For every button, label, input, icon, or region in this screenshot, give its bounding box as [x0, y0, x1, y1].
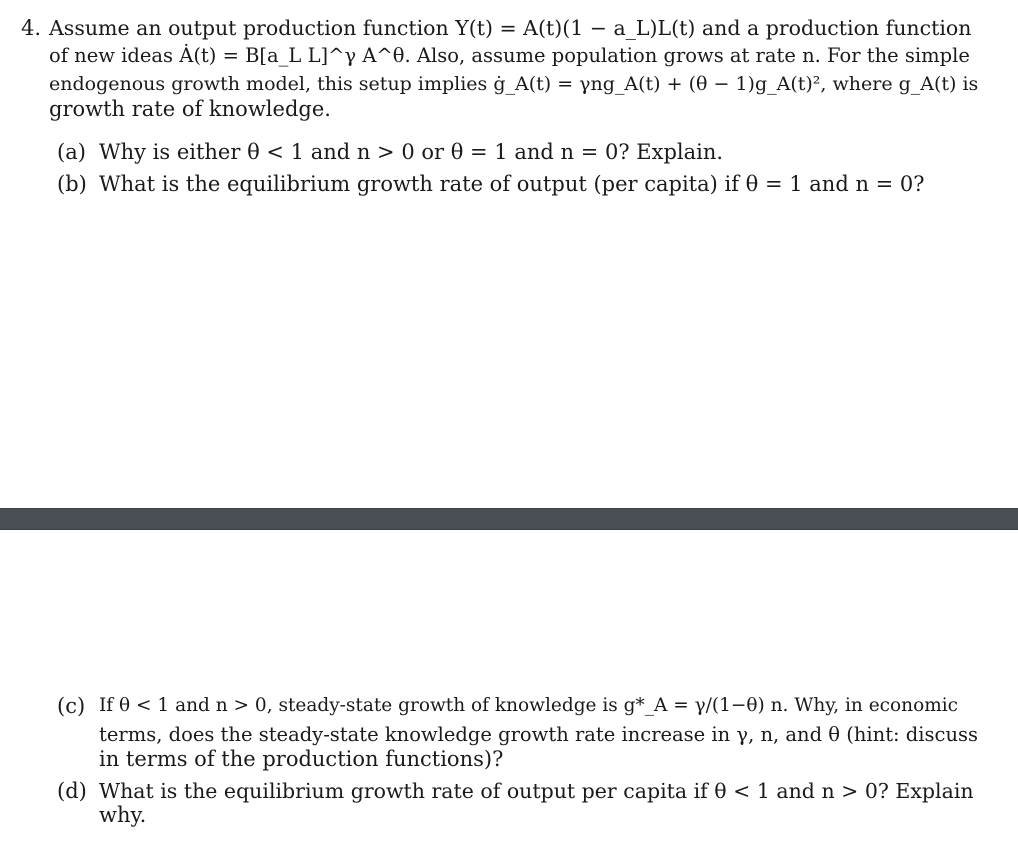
part-d-label: (d) — [57, 779, 87, 803]
question-line-3: endogenous growth model, this setup implies ġ_A(t) = γng_A(t) + (θ − 1)g_A(t)², where g_A(t) is — [49, 73, 979, 95]
question-line-2: of new ideas Ȧ(t) = B[a_L L]^γ A^θ. Also, assume population grows at rate n. For the simple — [49, 44, 970, 67]
page-divider — [0, 508, 1018, 530]
part-a-label: (a) — [57, 140, 86, 164]
question-number: 4. — [21, 16, 42, 40]
part-a-text: Why is either θ < 1 and n > 0 or θ = 1 and n = 0? Explain. — [99, 140, 724, 164]
part-c-line-3: in terms of the production functions)? — [99, 747, 504, 771]
part-c-line-2: terms, does the steady-state knowledge growth rate increase in γ, n, and θ (hint: discuss — [99, 723, 979, 746]
part-d-line-2: why. — [99, 803, 147, 827]
part-c-label: (c) — [57, 694, 86, 718]
page-bottom — [0, 530, 1018, 843]
part-c-line-1: If θ < 1 and n > 0, steady-state growth of knowledge is g*_A = γ/(1−θ) n. Why, in economic — [99, 695, 959, 716]
question-line-4: growth rate of knowledge. — [49, 97, 331, 121]
part-b-text: What is the equilibrium growth rate of output (per capita) if θ = 1 and n = 0? — [99, 172, 925, 196]
part-b-label: (b) — [57, 172, 87, 196]
question-line-1: Assume an output production function Y(t) = A(t)(1 − a_L)L(t) and a production function — [49, 16, 972, 40]
part-d-line-1: What is the equilibrium growth rate of output per capita if θ < 1 and n > 0? Explain — [99, 779, 974, 803]
